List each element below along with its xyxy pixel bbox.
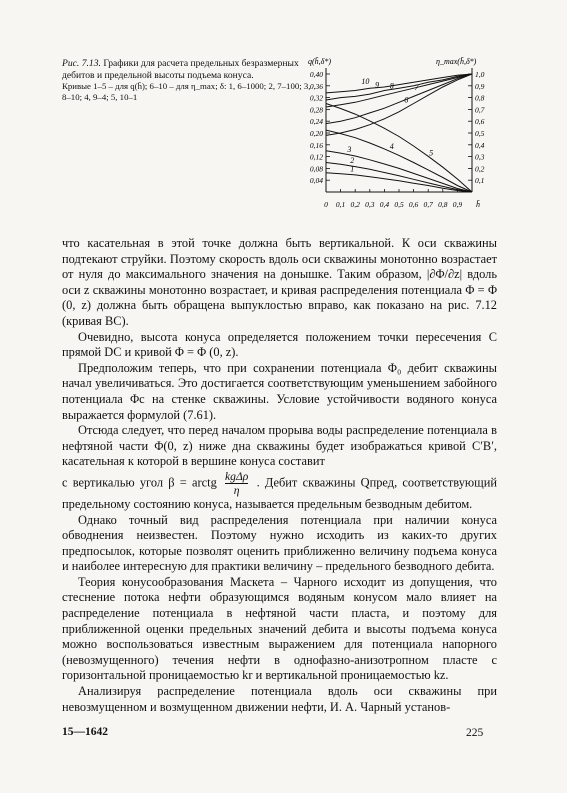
x-tick-label: 0,1 — [335, 200, 346, 209]
right-tick-label: 0,2 — [475, 164, 485, 174]
paragraph: Предположим теперь, что при сохранении потенциала Φ₀ дебит скважины начал увеличиваться. Это достигается соответствующим уменьшением забойного потенциала Φс на стенке скважины. Условие устойчивости водяного конуса выражается формулой (7.61). — [62, 360, 497, 422]
caption-legend: Кривые 1–5 – для q(h̄); 6–10 – для η_max; δ: 1, 6–1000; 2, 7–100; 3, 8–10; 4, 9–4; 5, 10–1 — [62, 81, 311, 102]
series-label-8: 8 — [389, 81, 394, 91]
caption-title: Графики для расчета предельных безразмерных дебитов и предельной высоты подъема конуса. — [62, 58, 299, 81]
fraction-numerator: kgΔρ — [225, 469, 249, 483]
left-tick-label: 0,12 — [309, 152, 323, 162]
left-tick-label: 0,36 — [309, 81, 323, 91]
x-tick-label: 0,6 — [408, 200, 419, 209]
x-tick-label: 0,4 — [379, 200, 390, 209]
left-tick-label: 0,04 — [309, 176, 323, 186]
x-tick-label: 0,5 — [394, 200, 404, 209]
x-tick-label: 0,7 — [423, 200, 433, 209]
right-axis-label: η_max(h̄,δ*) — [436, 57, 477, 66]
left-tick-label: 0,28 — [309, 105, 323, 115]
paragraph: Очевидно, высота конуса определяется положением точки пересечения C прямой DC и кривой Φ = Φ (0, z). — [62, 329, 497, 360]
left-tick-label: 0,20 — [309, 129, 323, 138]
series-label-4: 4 — [389, 142, 394, 152]
x-tick-label: 0 — [324, 200, 328, 209]
left-tick-label: 0,24 — [309, 117, 323, 127]
paragraph: Анализируя распределение потенциала вдоль оси скважины при невозмущенном и возмущенном движении нефти, И. А. Чарный установ- — [62, 684, 497, 714]
signature-mark: 15—1642 — [62, 726, 108, 738]
series-label-5: 5 — [429, 148, 434, 158]
paragraph: Однако точный вид распределения потенциала при наличии конуса обводнения неизвестен. Поэтому нужно исходить из каких-то других предпосылок, которые позволят оценить приближенно величину подъема конуса и наиболее интересную для практики величину – предельного безводного дебита. — [62, 512, 497, 574]
series-label-9: 9 — [375, 80, 380, 90]
paragraph: что касательная в этой точке должна быть вертикальной. К оси скважины подтекают струйки. Поэтому скорость вдоль оси скважины монотонно возрастает от нуля до максимального значения на донышке. Таким образом, |∂Φ/∂z| вдоль оси z скважины монотонно возрастает, и кривая распределения потенциала Φ = Φ (0, z) должна быть обращена выпуклостью вправо, как показано на рис. 7.12 (кривая BC). — [62, 236, 497, 328]
right-tick-label: 0,1 — [475, 176, 485, 186]
x-tick-label: 0,3 — [365, 200, 375, 209]
left-tick-label: 0,32 — [309, 93, 323, 103]
series-line-6 — [326, 74, 472, 135]
chart-figure — [296, 52, 511, 224]
caption-number: Рис. 7.13. — [62, 58, 101, 69]
series-label-6: 6 — [404, 95, 409, 105]
left-axis-label: q(h̄,δ*) — [308, 57, 332, 66]
x-tick-label: 0,9 — [452, 200, 463, 209]
page-number: 225 — [466, 727, 484, 739]
right-tick-label: 0,7 — [475, 105, 485, 115]
formula-fraction — [225, 470, 248, 497]
formula-prefix: с вертикалью угол β = arctg — [62, 475, 217, 490]
left-tick-label: 0,08 — [309, 164, 323, 174]
series-label-2: 2 — [350, 156, 355, 166]
left-tick-label: 0,40 — [309, 70, 323, 79]
right-tick-label: 0,4 — [475, 140, 485, 150]
figure-caption — [62, 58, 312, 102]
x-axis-label: h̄ — [476, 200, 480, 209]
series-label-10: 10 — [361, 76, 370, 86]
body-text — [62, 236, 497, 715]
series-line-2 — [326, 163, 472, 193]
x-tick-label: 0,2 — [350, 200, 360, 209]
series-line-3 — [326, 151, 472, 192]
series-line-9 — [326, 74, 472, 100]
right-tick-label: 0,9 — [475, 81, 485, 91]
right-tick-label: 0,3 — [475, 152, 485, 162]
paragraph-formula — [62, 470, 497, 513]
paragraph: Отсюда следует, что перед началом прорыва воды распределение потенциала в нефтяной части Φ(0, z) ниже дна скважины будет изображаться кривой C′B′, касательная к которой в вершине конуса составит — [62, 423, 497, 469]
series-line-4 — [326, 130, 472, 192]
chart-svg — [296, 52, 511, 224]
paragraph: Теория конусообразования Маскета – Чарного исходит из допущения, что стеснение потока нефти образующимся водяным конусом мало влияет на распределение потенциала в нефтяной части пласта, и поэтому для приближенной оценки предельных значений дебита и высоты подъема конуса можно воспользоваться известным выражением для потенциала напорного (невозмущенного) течения нефти в однофазно-анизотропном пласте с горизонтальной проницаемостью kr и вертикальной проницаемостью kz. — [62, 574, 497, 683]
fraction-denominator: η — [233, 483, 240, 497]
x-tick-label: 0,8 — [438, 200, 448, 209]
right-tick-label: 1,0 — [475, 70, 485, 79]
right-tick-label: 0,8 — [475, 93, 485, 103]
right-tick-label: 0,5 — [475, 129, 485, 138]
series-line-7 — [326, 74, 472, 124]
series-label-1: 1 — [350, 164, 355, 174]
right-tick-label: 0,6 — [475, 117, 485, 127]
formula-suffix: . Дебит скважины Qпред, соответствующий предельному состоянию конуса, называется предельным безводным дебитом. — [62, 475, 497, 511]
series-label-3: 3 — [347, 144, 352, 154]
left-tick-label: 0,16 — [309, 140, 323, 150]
series-label-7: 7 — [414, 83, 419, 93]
